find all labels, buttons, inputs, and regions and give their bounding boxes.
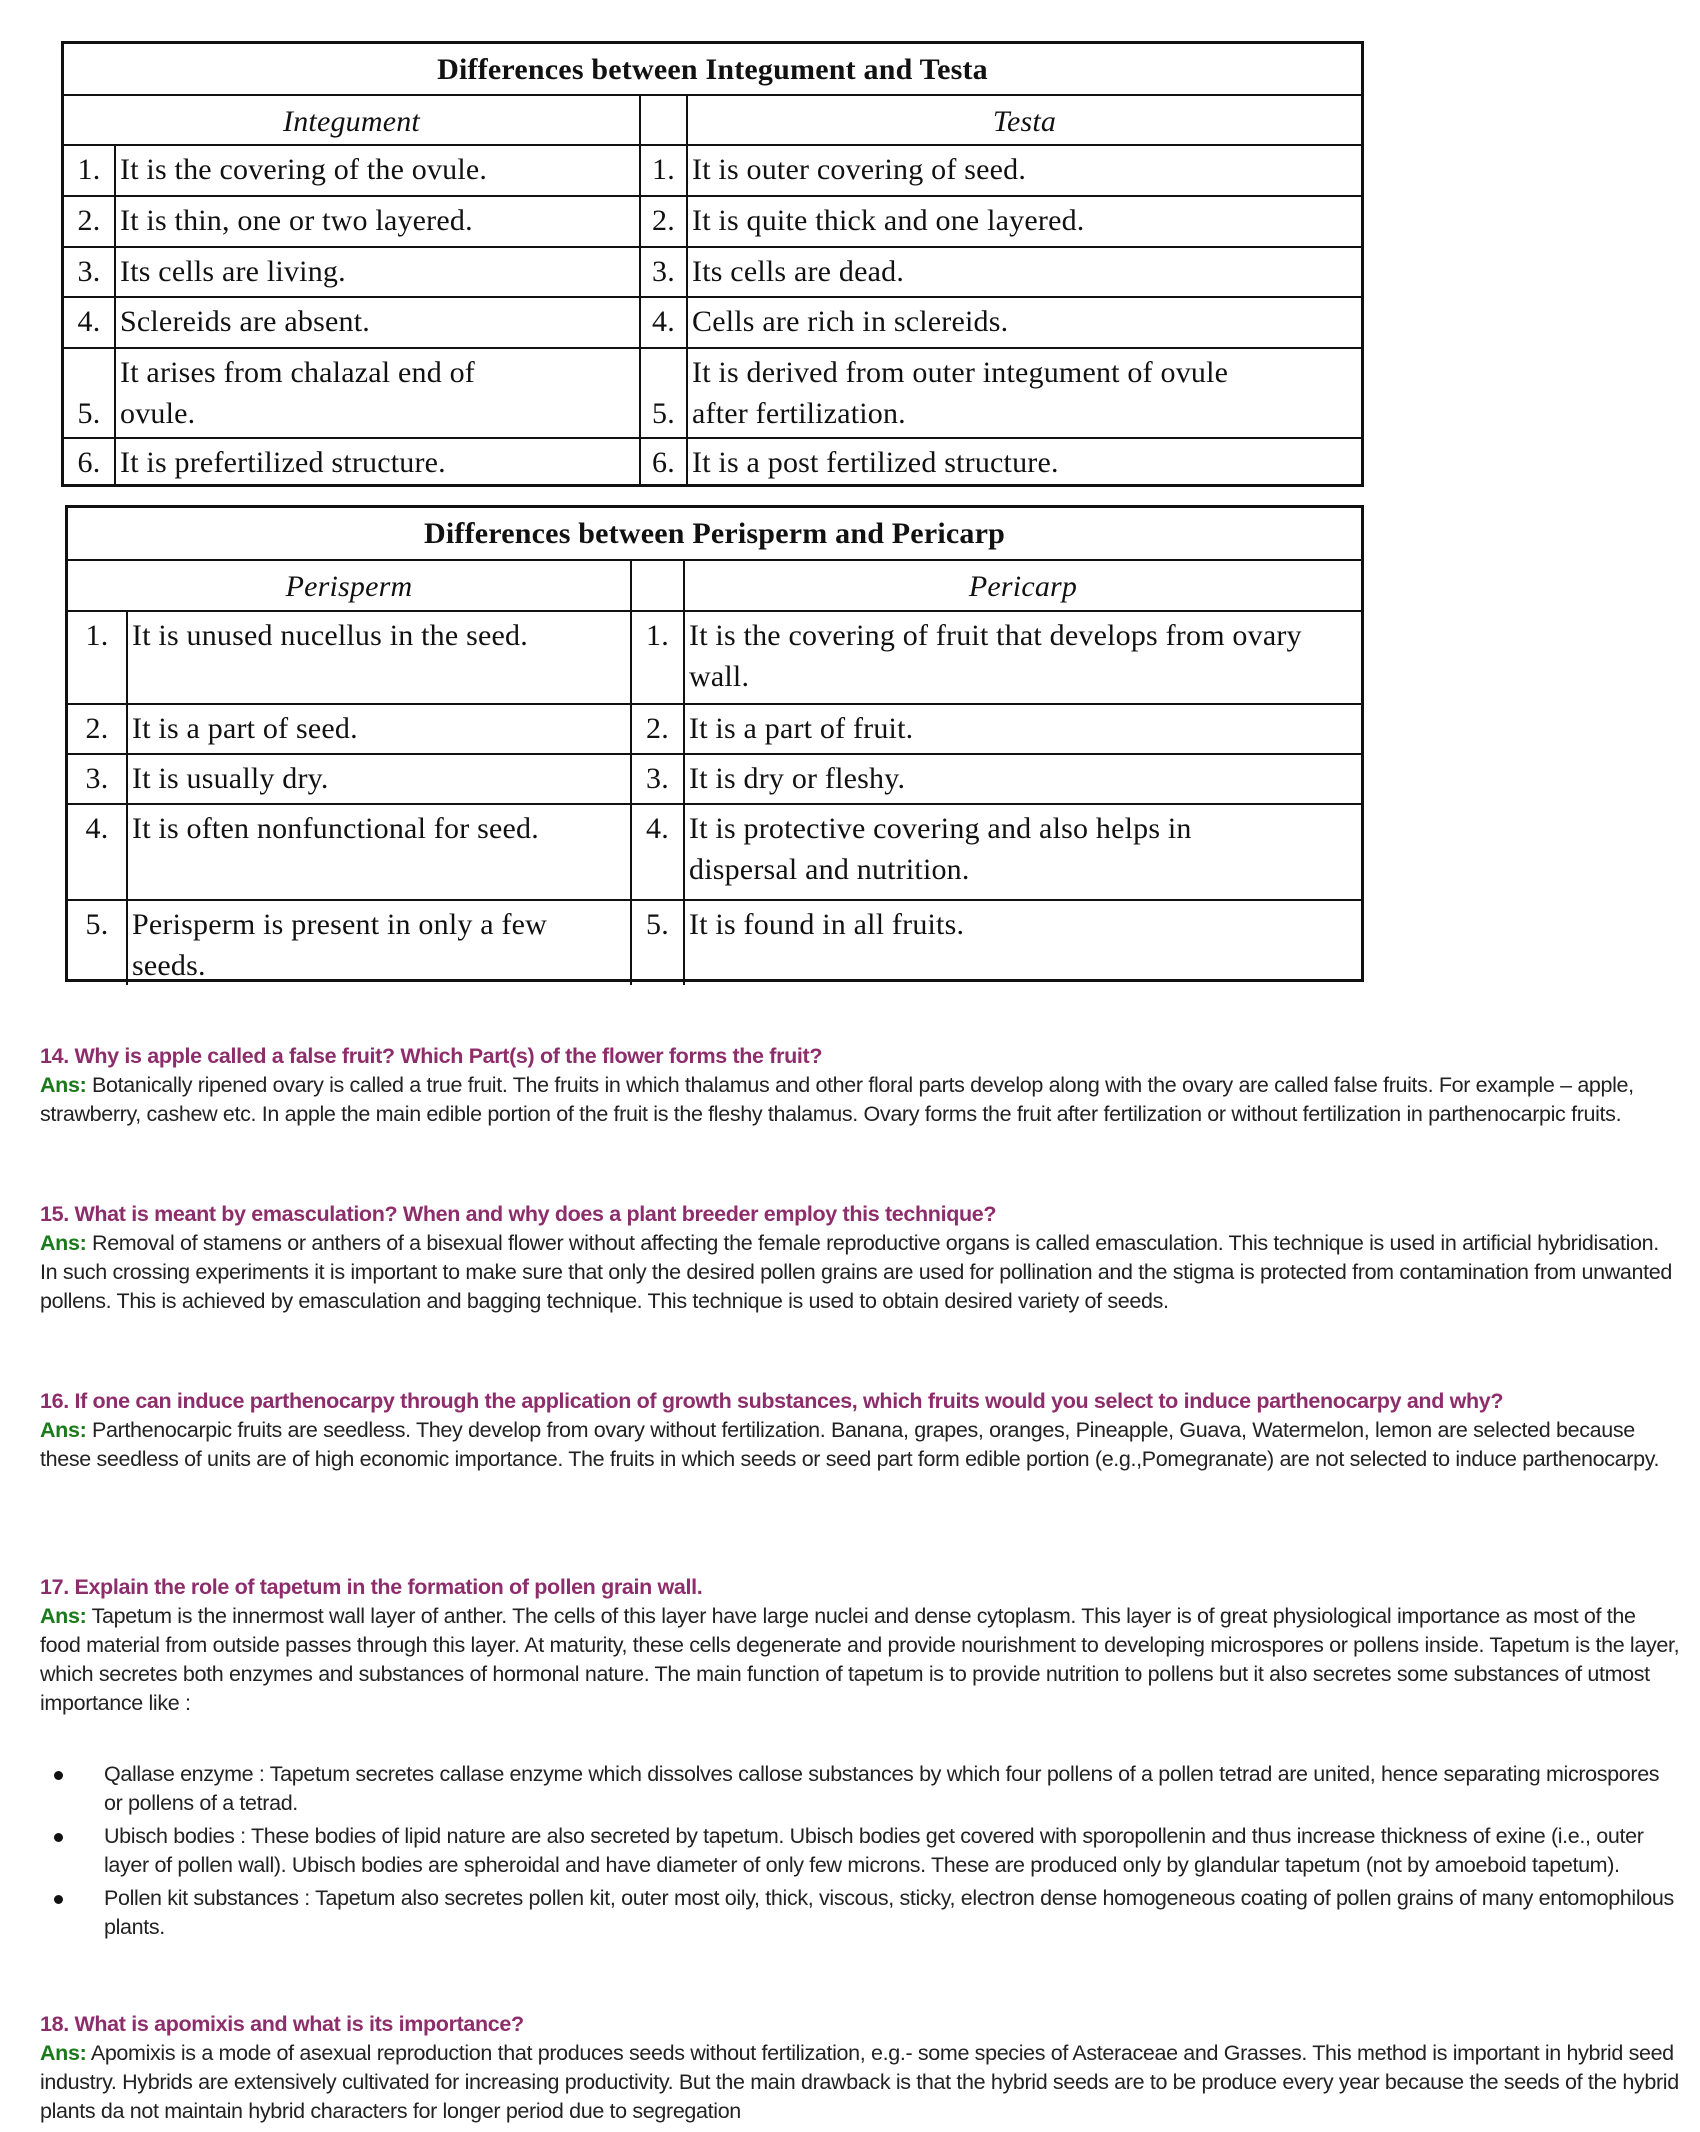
bullet-icon <box>54 1895 63 1904</box>
cell-line: ovule. <box>120 397 196 430</box>
question-heading: 15. What is meant by emasculation? When and why does a plant breeder employ this technique? <box>40 1202 997 1226</box>
pericarp-cell: It is dry or fleshy. <box>683 755 1361 803</box>
table-row <box>68 753 1361 803</box>
list-item <box>40 1822 1680 1880</box>
table-header-row <box>68 559 1361 610</box>
cell-line: It arises from chalazal end of <box>120 356 475 389</box>
list-item-text: Qallase enzyme : Tapetum secretes callase enzyme which dissolves callose substances by which four pollens of a pollen tetrad are united, hence separating microspores or pollens of a tetrad. <box>104 1762 1660 1815</box>
answer-label: Ans: <box>40 2041 87 2065</box>
cell-line: It is derived from outer integument of ovule <box>692 356 1229 389</box>
testa-cell: It is a post fertilized structure. <box>686 439 1361 487</box>
integument-cell: Sclereids are absent. <box>114 298 639 347</box>
testa-cell: Its cells are dead. <box>686 248 1361 296</box>
table-row <box>64 195 1361 246</box>
question-16-block <box>40 1387 1680 1474</box>
table-header-row <box>64 94 1361 144</box>
perisperm-cell: It is usually dry. <box>126 755 630 803</box>
perisperm-cell: It is often nonfunctional for seed. <box>126 805 630 899</box>
row-number: 2. <box>77 204 101 237</box>
table-row <box>68 703 1361 753</box>
question-18-block <box>40 2010 1680 2126</box>
row-number: 3. <box>85 762 109 795</box>
row-number: 6. <box>77 446 101 479</box>
table-title: Differences between Perisperm and Pericarp <box>424 517 1005 550</box>
pericarp-cell: It is a part of fruit. <box>683 705 1361 753</box>
row-number: 1. <box>85 619 109 652</box>
list-item <box>40 1760 1680 1818</box>
integument-cell <box>114 349 639 437</box>
header-spacer <box>630 561 683 610</box>
answer-text: Botanically ripened ovary is called a true fruit. The fruits in which thalamus and other floral parts develop along with the ovary are called false fruits. For example – apple, strawberry, cashew etc. In apple the main edible portion of the fruit is the fleshy thalamus. Ovary forms the fruit after fertilization or without fertilization in parthenocarpic fruits. <box>40 1073 1634 1126</box>
answer-paragraph <box>40 2039 1680 2126</box>
row-number: 2. <box>630 705 683 753</box>
table-row <box>68 803 1361 899</box>
table-integument-testa <box>61 41 1364 487</box>
question-heading: 16. If one can induce parthenocarpy through the application of growth substances, which fruits would you select to induce parthenocarpy and why? <box>40 1389 1504 1413</box>
answer-label: Ans: <box>40 1231 87 1255</box>
table-title-row <box>68 508 1361 559</box>
question-17-block <box>40 1573 1680 1718</box>
answer-paragraph <box>40 1071 1680 1129</box>
answer-text: Removal of stamens or anthers of a bisexual flower without affecting the female reproductive organs is called emasculation. This technique is used in artificial hybridisation. In such crossing experiments it is important to make sure that only the desired pollen grains are used for pollination and the stigma is protected from contamination from unwanted pollens. This is achieved by emasculation and bagging technique. This technique is used to obtain desired variety of seeds. <box>40 1231 1672 1313</box>
row-number: 5. <box>77 397 101 430</box>
question-14-block <box>40 1042 1680 1129</box>
table-row <box>64 144 1361 195</box>
integument-cell: Its cells are living. <box>114 248 639 296</box>
row-number: 3. <box>77 255 101 288</box>
row-number: 4. <box>639 298 686 347</box>
question-15-block <box>40 1200 1680 1316</box>
row-number: 1. <box>630 612 683 703</box>
testa-cell: It is quite thick and one layered. <box>686 197 1361 246</box>
table-row <box>68 899 1361 985</box>
answer-label: Ans: <box>40 1073 87 1097</box>
answer-label: Ans: <box>40 1604 87 1628</box>
answer-text: Parthenocarpic fruits are seedless. They develop from ovary without fertilization. Banana, grapes, oranges, Pineapple, Guava, Watermelon, lemon are selected because these seedless of units are of high economic importance. The fruits in which seeds or seed part form edible portion (e.g.,Pomegranate) are not selected to induce parthenocarpy. <box>40 1418 1660 1471</box>
integument-cell: It is prefertilized structure. <box>114 439 639 487</box>
table-title-row <box>64 44 1361 94</box>
question-heading: 17. Explain the role of tapetum in the formation of pollen grain wall. <box>40 1575 703 1599</box>
perisperm-cell: It is a part of seed. <box>126 705 630 753</box>
tapetum-secretions-list <box>40 1760 1680 1946</box>
row-number: 2. <box>85 712 109 745</box>
header-pericarp: Pericarp <box>683 561 1361 610</box>
row-number: 1. <box>77 153 101 186</box>
bullet-icon <box>54 1833 63 1842</box>
row-number: 1. <box>639 146 686 195</box>
table-row <box>64 347 1361 437</box>
table-perisperm-pericarp <box>65 505 1364 982</box>
table-row <box>68 610 1361 703</box>
row-number: 2. <box>639 197 686 246</box>
row-number: 5. <box>630 901 683 985</box>
header-spacer <box>639 96 686 144</box>
answer-text: Tapetum is the innermost wall layer of anther. The cells of this layer have large nuclei and dense cytoplasm. This layer is of great physiological importance as most of the food material from outside passes through this layer. At maturity, these cells degenerate and provide nourishment to developing microspores or pollens inside. Tapetum is the layer, which secretes both enzymes and substances of hormonal nature. The main function of tapetum is to provide nutrition to pollens but it also secretes some substances of utmost importance like : <box>40 1604 1680 1715</box>
table-title: Differences between Integument and Testa <box>437 53 988 86</box>
bullet-icon <box>54 1771 63 1780</box>
table-row <box>64 296 1361 347</box>
perisperm-cell: It is unused nucellus in the seed. <box>126 612 630 703</box>
cell-line: after fertilization. <box>692 397 906 430</box>
list-item-text: Ubisch bodies : These bodies of lipid nature are also secreted by tapetum. Ubisch bodies get covered with sporopollenin and thus increase thickness of exine (i.e., outer layer of pollen wall). Ubisch bodies are spheroidal and have diameter of only few microns. These are produced only by glandular tapetum (not by amoeboid tapetum). <box>104 1824 1644 1877</box>
pericarp-cell: It is protective covering and also helps in dispersal and nutrition. <box>683 805 1361 899</box>
testa-cell: It is outer covering of seed. <box>686 146 1361 195</box>
answer-paragraph <box>40 1416 1680 1474</box>
row-number: 5. <box>639 349 686 437</box>
pericarp-cell: It is found in all fruits. <box>683 901 1361 985</box>
header-testa: Testa <box>686 96 1361 144</box>
row-number: 3. <box>630 755 683 803</box>
integument-cell: It is thin, one or two layered. <box>114 197 639 246</box>
pericarp-cell: It is the covering of fruit that develops from ovary wall. <box>683 612 1361 703</box>
integument-cell: It is the covering of the ovule. <box>114 146 639 195</box>
row-number: 4. <box>630 805 683 899</box>
answer-paragraph <box>40 1602 1680 1718</box>
list-item-text: Pollen kit substances : Tapetum also secretes pollen kit, outer most oily, thick, viscous, sticky, electron dense homogeneous coating of pollen grains of many entomophilous plants. <box>104 1886 1674 1939</box>
question-heading: 14. Why is apple called a false fruit? Which Part(s) of the flower forms the fruit? <box>40 1044 823 1068</box>
answer-text: Apomixis is a mode of asexual reproduction that produces seeds without fertilization, e.g.- some species of Asteraceae and Grasses. This method is important in hybrid seed industry. Hybrids are extensively cultivated for increasing productivity. But the main drawback is that the hybrid seeds are to be produce every year because the seeds of the hybrid plants da not maintain hybrid characters for longer period due to segregation <box>40 2041 1679 2123</box>
answer-label: Ans: <box>40 1418 87 1442</box>
table-row <box>64 246 1361 296</box>
perisperm-cell: Perisperm is present in only a few seeds. <box>126 901 630 985</box>
row-number: 4. <box>77 305 101 338</box>
row-number: 4. <box>85 812 109 845</box>
table-row <box>64 437 1361 487</box>
row-number: 3. <box>639 248 686 296</box>
list-item <box>40 1884 1680 1942</box>
row-number: 6. <box>639 439 686 487</box>
question-heading: 18. What is apomixis and what is its importance? <box>40 2012 524 2036</box>
header-perisperm: Perisperm <box>285 570 413 603</box>
testa-cell <box>686 349 1361 437</box>
row-number: 5. <box>85 908 109 941</box>
header-integument: Integument <box>283 105 420 138</box>
answer-paragraph <box>40 1229 1680 1316</box>
testa-cell: Cells are rich in sclereids. <box>686 298 1361 347</box>
